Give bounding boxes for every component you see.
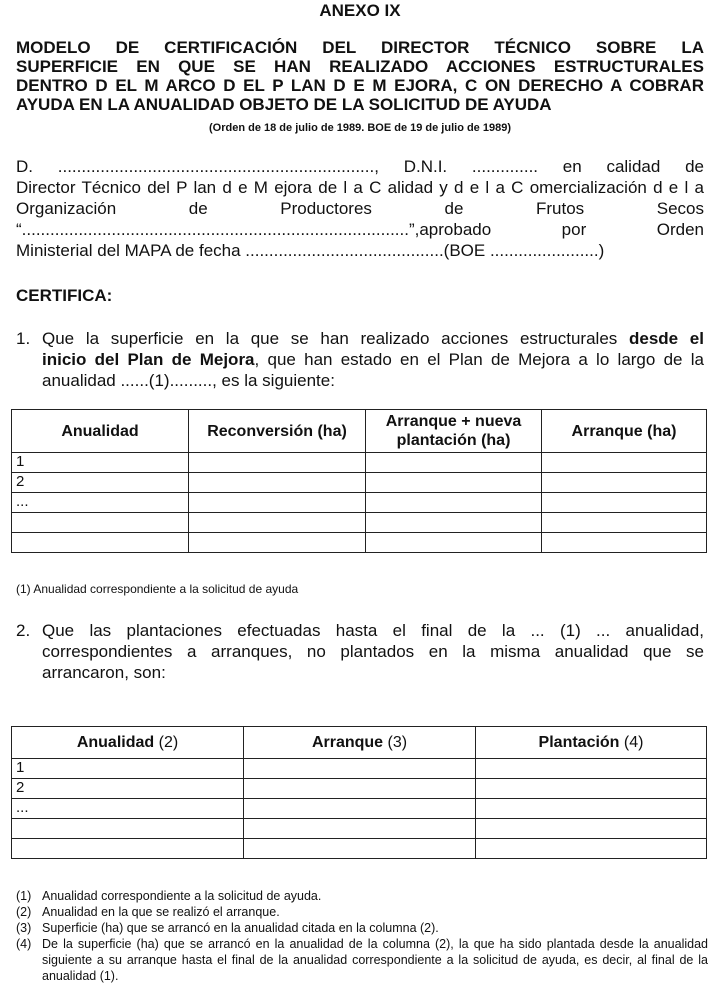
table-cell[interactable] (366, 533, 542, 553)
table-row (12, 819, 707, 839)
table-cell[interactable]: ... (12, 799, 244, 819)
footnote-text: Anualidad correspondiente a la solicitud de ayuda. (42, 889, 322, 903)
item-2-line: arrancaron, son: (42, 663, 166, 682)
table-cell[interactable]: ... (12, 493, 189, 513)
table-cell[interactable]: 1 (12, 759, 244, 779)
table-cell[interactable] (189, 453, 366, 473)
item-2 (16, 620, 704, 690)
item-1-text (42, 328, 704, 391)
item-1-line (42, 328, 704, 349)
table-row (12, 799, 707, 819)
column-header (12, 727, 244, 759)
table-cell[interactable]: 2 (12, 473, 189, 493)
table-cell[interactable] (542, 513, 707, 533)
table-cell[interactable] (542, 533, 707, 553)
table-cell[interactable] (244, 759, 476, 779)
title-line: DENTRO D EL M ARCO D EL P LAN D E M EJORA, C ON DERECHO A COBRAR (16, 76, 704, 95)
item-1-text-part: , que han estado en el Plan de Mejora a lo largo de la (254, 350, 704, 369)
item-number: 1. (16, 329, 31, 348)
table-cell[interactable] (476, 819, 707, 839)
item-2-line: correspondientes a arranques, no plantados en la misma anualidad que se (42, 642, 704, 661)
column-header: Arranque + nueva plantación (ha) (366, 410, 542, 453)
table-cell[interactable] (244, 819, 476, 839)
document-title (16, 38, 704, 114)
item-1-bold-part: desde el (628, 329, 704, 348)
table-cell[interactable] (244, 779, 476, 799)
table-row (12, 453, 707, 473)
column-header-ref: (2) (154, 734, 179, 751)
table-cell[interactable] (542, 453, 707, 473)
footnotes (16, 888, 708, 984)
table-cell[interactable] (542, 493, 707, 513)
table-cell[interactable] (476, 759, 707, 779)
title-line: SUPERFICIE EN QUE SE HAN REALIZADO ACCIONES ESTRUCTURALES (16, 57, 704, 76)
surface-table (11, 409, 707, 553)
certifica-heading: CERTIFICA: (16, 286, 113, 305)
table-row (12, 779, 707, 799)
intro-line: Organización de Productores de Frutos Secos (16, 199, 704, 218)
footnote (16, 936, 708, 984)
item-1-line (42, 349, 704, 370)
table-cell[interactable] (366, 473, 542, 493)
table-row (12, 759, 707, 779)
table-cell[interactable] (12, 513, 189, 533)
table-cell[interactable] (366, 493, 542, 513)
table-row (12, 839, 707, 859)
column-header-ref: (3) (383, 734, 408, 751)
footnote-key: (4) (16, 937, 32, 951)
table-header-row (12, 410, 707, 453)
plantation-table (11, 726, 707, 859)
title-line: AYUDA EN LA ANUALIDAD OBJETO DE LA SOLICITUD DE AYUDA (16, 95, 552, 114)
table-cell[interactable] (12, 819, 244, 839)
column-header (476, 727, 707, 759)
table-cell[interactable] (244, 839, 476, 859)
table-cell[interactable] (476, 839, 707, 859)
table-cell[interactable] (189, 533, 366, 553)
table-row (12, 513, 707, 533)
table-cell[interactable] (189, 493, 366, 513)
title-line: MODELO DE CERTIFICACIÓN DEL DIRECTOR TÉCNICO SOBRE LA (16, 38, 704, 57)
footnote (16, 888, 708, 904)
table-header-row (12, 727, 707, 759)
intro-line: D. ..................................................................., D.N.I. .............. en calidad de (16, 157, 704, 176)
item-1-line: anualidad ......(1)........., es la siguiente: (42, 371, 335, 390)
intro-line: Ministerial del MAPA de fecha ..........................................(BOE .......................) (16, 241, 605, 260)
table-cell[interactable] (366, 513, 542, 533)
footnote-text: Anualidad en la que se realizó el arranque. (42, 905, 280, 919)
table-cell[interactable]: 1 (12, 453, 189, 473)
item-1-bold-part: inicio del Plan de Mejora (42, 350, 255, 369)
table-cell[interactable] (189, 513, 366, 533)
footnote-text: De la superficie (ha) que se arrancó en la anualidad de la columna (2), la que ha sido plantada desde la anualidad siguiente a su arranque hasta el final de la anualidad correspondiente a la solicitud de ayuda, es decir, al final de la anualidad (1). (42, 937, 708, 983)
footnote-key: (1) (16, 889, 32, 903)
column-header-label: Plantación (538, 734, 620, 751)
table-cell[interactable] (476, 799, 707, 819)
table-row (12, 473, 707, 493)
column-header (244, 727, 476, 759)
table-cell[interactable] (12, 839, 244, 859)
table-cell[interactable]: 2 (12, 779, 244, 799)
table-cell[interactable] (189, 473, 366, 493)
footnote-key: (2) (16, 905, 32, 919)
column-header-label: Arranque (311, 734, 384, 751)
table-cell[interactable] (12, 533, 189, 553)
column-header-ref: (4) (619, 734, 644, 751)
item-2-line: Que las plantaciones efectuadas hasta el final de la ... (1) ... anualidad, (42, 621, 704, 640)
column-header: Reconversión (ha) (189, 410, 366, 453)
table-cell[interactable] (476, 779, 707, 799)
table-cell[interactable] (366, 453, 542, 473)
item-1-text-part: Que la superficie en la que se han realizado acciones estructurales (42, 329, 618, 348)
annex-heading: ANEXO IX (319, 1, 401, 20)
table-cell[interactable] (542, 473, 707, 493)
table-cell[interactable] (244, 799, 476, 819)
footnote-key: (3) (16, 921, 32, 935)
column-header: Anualidad (12, 410, 189, 453)
intro-paragraph (16, 156, 704, 261)
intro-line: Director Técnico del P lan d e M ejora de l a C alidad y d e l a C omercialización d e l a (16, 178, 704, 197)
item-number: 2. (16, 621, 31, 640)
item-2-text (42, 620, 704, 683)
item-1 (16, 328, 704, 398)
table-row (12, 533, 707, 553)
table-row (12, 493, 707, 513)
footnote-text: Superficie (ha) que se arrancó en la anualidad citada en la columna (2). (42, 921, 439, 935)
document-subtitle: (Orden de 18 de julio de 1989. BOE de 19 de julio de 1989) (209, 122, 511, 134)
intro-line: “..................................................................................”,aprobado por Orden (16, 220, 704, 239)
footnote (16, 904, 708, 920)
footnote (16, 920, 708, 936)
table1-footnote: (1) Anualidad correspondiente a la solicitud de ayuda (16, 582, 299, 596)
column-header-label: Anualidad (76, 734, 155, 751)
column-header: Arranque (ha) (542, 410, 707, 453)
